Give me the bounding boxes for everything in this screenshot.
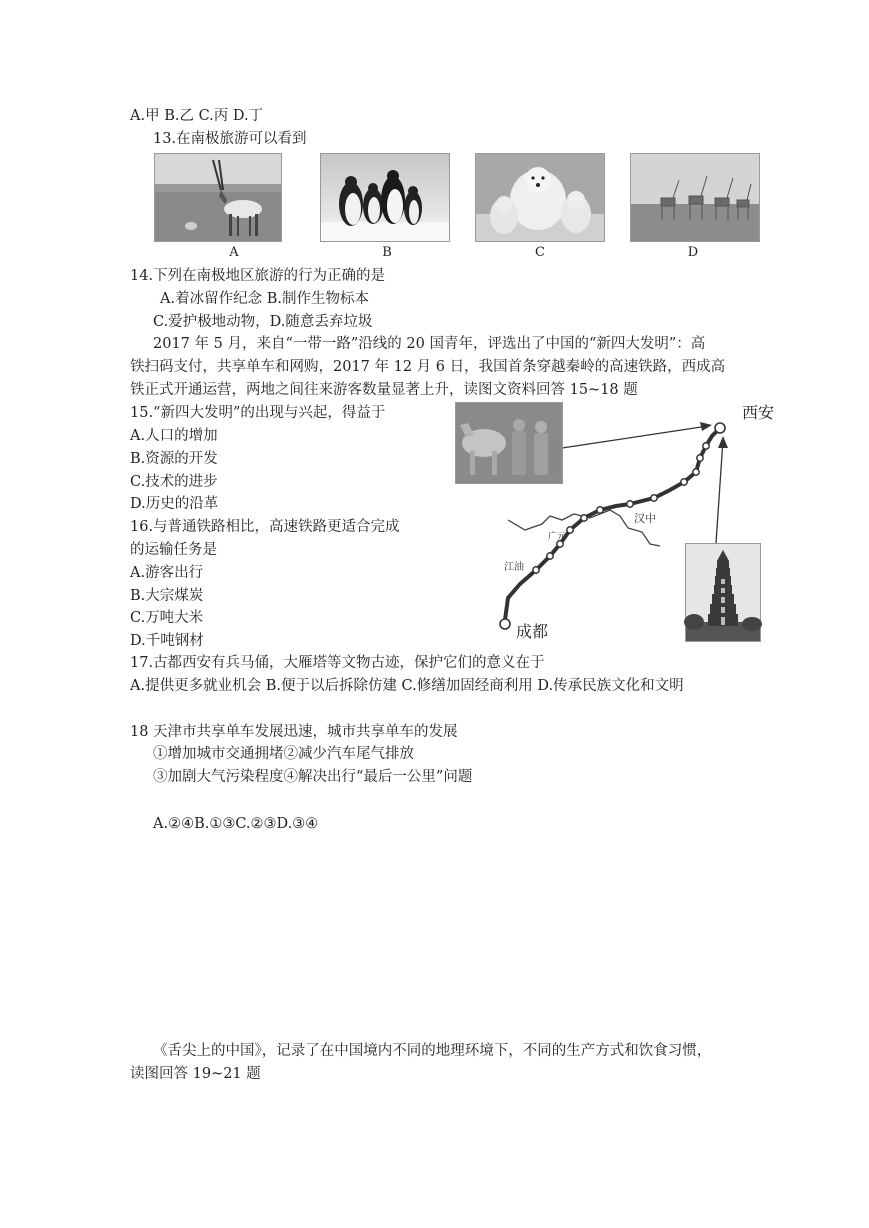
xian-terminal [715, 423, 725, 433]
q14-stem: 14.下列在南极地区旅游的行为正确的是 [130, 268, 386, 284]
q14-options-line2: C.爱护极地动物，D.随意丢弃垃圾 [153, 314, 373, 330]
arrow-pagoda-to-xian [716, 440, 723, 543]
chengdu-terminal [500, 619, 510, 629]
q15-option-a: A.人口的增加 [130, 428, 218, 444]
q18-options: A.②④B.①③C.②③D.③④ [153, 816, 319, 832]
q16-stem-line2: 的运输任务是 [130, 542, 217, 558]
caption-d: D [687, 245, 699, 260]
q16-option-b: B.大宗煤炭 [130, 588, 204, 604]
label-hanzhong: 汉中 [634, 512, 656, 525]
q18-statements-line1: ①增加城市交通拥堵②减少汽车尾气排放 [153, 746, 414, 762]
q12-options: A.甲 B.乙 C.丙 D.丁 [130, 108, 264, 124]
passage1-line1: 2017 年 5 月，来自“一带一路”沿线的 20 国青年，评选出了中国的“新四大发明”：高 [153, 336, 706, 352]
photo-big-wild-goose-pagoda [685, 543, 761, 642]
q14-options-line1: A.着冰留作纪念 B.制作生物标本 [160, 291, 369, 307]
photo-terracotta-warriors [455, 402, 563, 484]
q16-option-a: A.游客出行 [130, 565, 204, 581]
q15-option-b: B.资源的开发 [130, 451, 218, 467]
q13-stem: 13.在南极旅游可以看到 [153, 131, 307, 147]
caption-b: B [382, 245, 392, 260]
passage1-line3: 铁正式开通运营，两地之间往来游客数量显著上升，读图文资料回答 15~18 题 [130, 382, 638, 398]
q15-option-d: D.历史的沿革 [130, 496, 219, 512]
label-xian: 西安 [742, 403, 775, 422]
q17-stem: 17.古都西安有兵马俑，大雁塔等文物古迹，保护它们的意义在于 [130, 655, 545, 671]
q15-option-c: C.技术的进步 [130, 474, 218, 490]
caption-c: C [535, 245, 545, 260]
arrowhead-1 [700, 422, 712, 431]
label-chengdu: 成都 [516, 622, 549, 641]
q17-options: A.提供更多就业机会 B.便于以后拆除仿建 C.修缮加固经商利用 D.传承民族文化和文明 [130, 678, 684, 694]
q16-stem-line1: 16.与普通铁路相比，高速铁路更适合完成 [130, 519, 400, 535]
photo-tibetan-antelope [154, 153, 282, 242]
q16-option-c: C.万吨大米 [130, 610, 204, 626]
passage1-line2: 铁扫码支付，共享单车和网购，2017 年 12 月 6 日，我国首条穿越秦岭的高速铁路，西成高 [130, 359, 726, 375]
arrow-terracotta-to-xian [562, 426, 708, 448]
q18-statements-line2: ③加剧大气污染程度④解决出行“最后一公里”问题 [153, 769, 473, 785]
label-jiangyou: 江油 [504, 562, 524, 573]
label-guangyuan: 广元 [548, 532, 567, 542]
q16-option-d: D.千吨钢材 [130, 633, 204, 649]
q18-stem: 18 天津市共享单车发展迅速，城市共享单车的发展 [130, 724, 458, 740]
passage2-line1: 《舌尖上的中国》，记录了在中国境内不同的地理环境下，不同的生产方式和饮食习惯， [153, 1043, 712, 1059]
photo-penguins [320, 153, 450, 242]
caption-a: A [229, 245, 239, 260]
passage2-line2: 读图回答 19~21 题 [130, 1066, 261, 1082]
photo-polar-bears [475, 153, 605, 242]
photo-giraffes [630, 153, 760, 242]
arrowhead-2 [718, 436, 728, 448]
q15-stem: 15.“新四大发明”的出现与兴起，得益于 [130, 405, 386, 421]
